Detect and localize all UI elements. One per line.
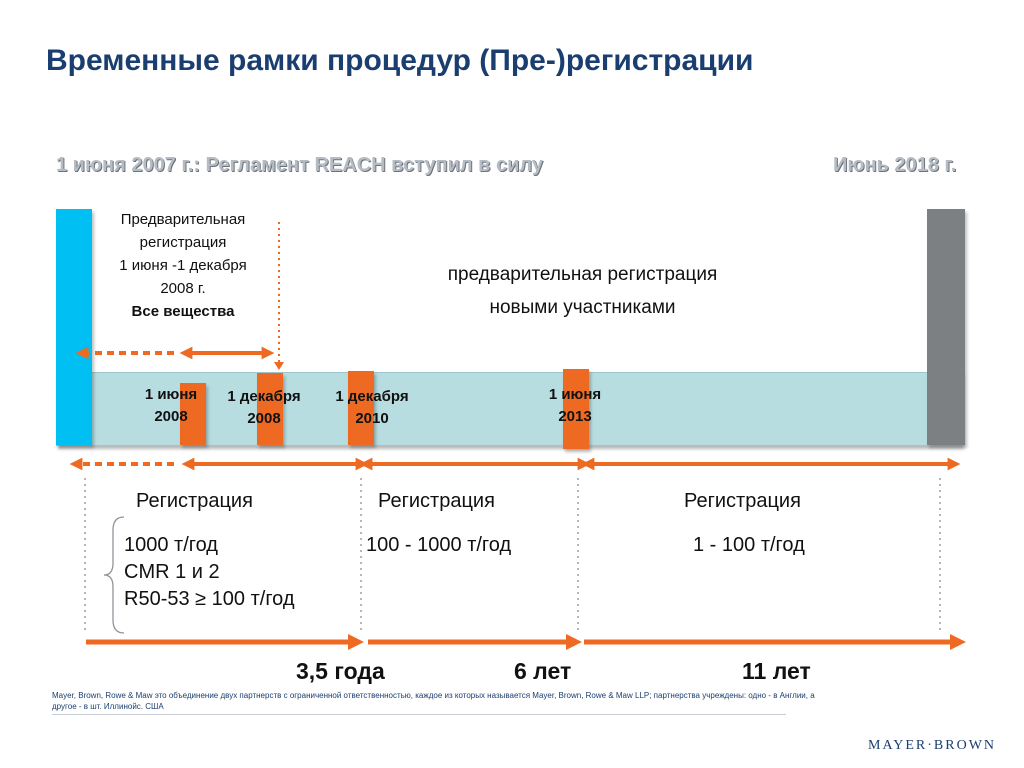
- duration-label: 6 лет: [514, 658, 572, 684]
- phase-label: Регистрация: [378, 490, 495, 512]
- milestone-label: 1 июня 2013: [548, 386, 602, 425]
- criteria-brace: [104, 517, 124, 633]
- footer-divider: [52, 714, 786, 715]
- milestone-label: 1 декабря 2010: [335, 388, 409, 427]
- duration-label: 11 лет: [742, 658, 811, 684]
- phase-criteria: 1 - 100 т/год: [693, 534, 805, 556]
- duration-label: 3,5 года: [296, 658, 385, 684]
- end-date-label: Июнь 2018 г.: [833, 154, 957, 176]
- footnote: Mayer, Brown, Rowe & Maw это объединение двух партнерств с ограниченной ответственностью, каждое из которых называется Mayer, Brown, Rowe & Maw LLP; партнерства учреждены: одно - в Англии, а другое - в шт. Иллинойс. США: [52, 691, 815, 711]
- milestone-label: 1 декабря 2008: [227, 388, 301, 427]
- phase-criteria: 100 - 1000 т/год: [366, 534, 512, 556]
- milestone-label: 1 июня 2008: [144, 386, 198, 425]
- new-participants-note: предварительная регистрация новыми участниками: [447, 264, 718, 318]
- prereg-guide-arrowhead: [274, 362, 284, 370]
- phase-criteria: 1000 т/год CMR 1 и 2 R50-53 ≥ 100 т/год: [124, 534, 295, 610]
- phase-label: Регистрация: [684, 490, 801, 512]
- preregistration-note: Предварительная регистрация 1 июня -1 декабря 2008 г. Все вещества: [119, 211, 247, 320]
- phase-label: Регистрация: [136, 490, 253, 512]
- page-title: Временные рамки процедур (Пре-)регистрации: [46, 44, 754, 77]
- company-logo: MAYER·BROWN: [868, 738, 997, 753]
- start-date-label: 1 июня 2007 г.: Регламент REACH вступил в силу: [56, 154, 543, 176]
